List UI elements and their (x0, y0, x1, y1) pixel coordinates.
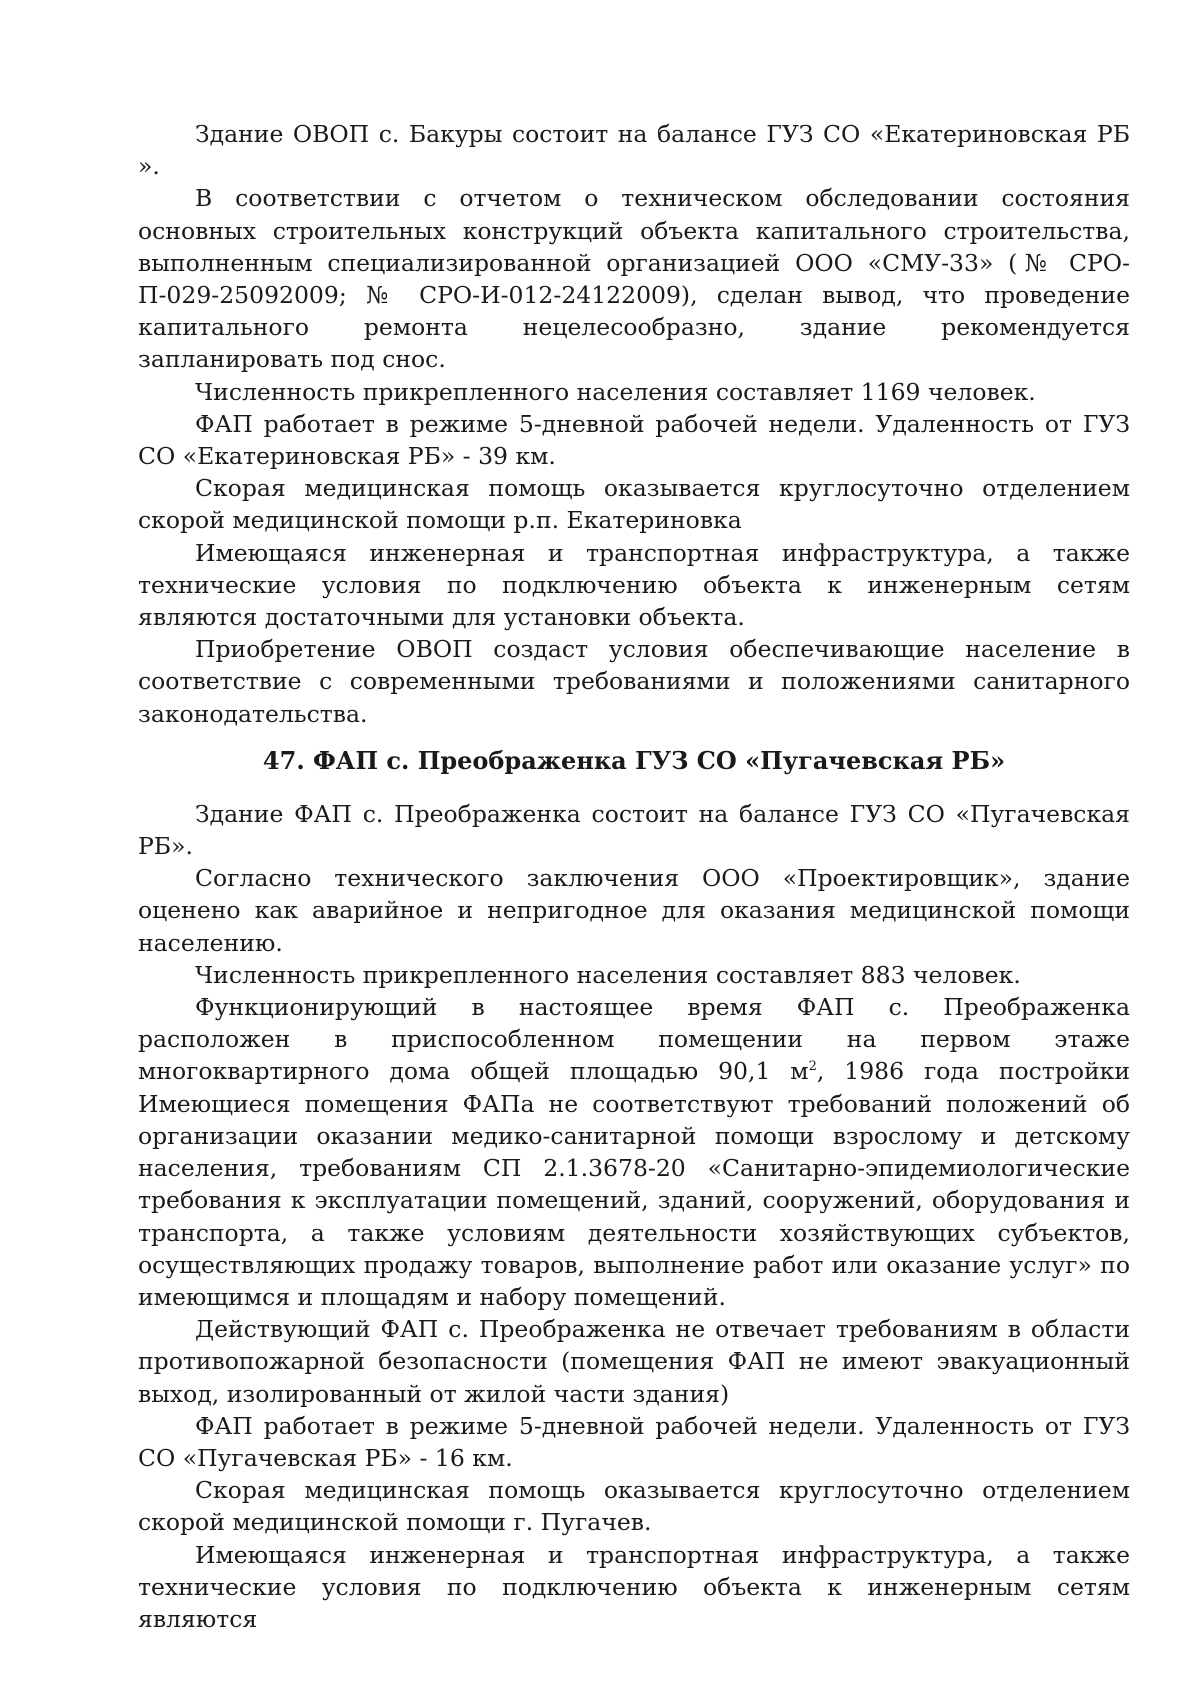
paragraph-infrastructure-preobrazhenka: Имеющаяся инженерная и транспортная инфраструктура, а также технические условия по подключению объекта к инженерным сетям являются (138, 1540, 1130, 1633)
paragraph-technical-conclusion: Согласно технического заключения ООО «Проектировщик», здание оценено как аварийное и непригодное для оказания медицинской помощи населению. (138, 864, 1130, 957)
premises-text-part-2: , 1986 года постройки Имеющиеся помещения ФАПа не соответствуют требований положений об организации оказании медико-санитарной помощи взрослому и детскому населения, требованиям СП 2.1.3678-20 «Санитарно-эпидемиологические требования к эксплуатации помещений, зданий, сооружений, оборудования и транспорта, а также условиям деятельности хозяйствующих субъектов, осуществляющих продажу товаров, выполнение работ или оказание услуг» по имеющимся и площадям и набору помещений. (138, 1057, 1130, 1311)
section-heading-47: 47. ФАП с. Преображенка ГУЗ СО «Пугачевская РБ» (262, 745, 1006, 775)
paragraph-premises-description (138, 991, 1130, 1313)
square-superscript: 2 (808, 1059, 817, 1075)
paragraph-population-bakury: Численность прикрепленного населения составляет 1169 человек. (195, 377, 1036, 406)
paragraph-emergency-care-preobrazhenka: Скорая медицинская помощь оказывается круглосуточно отделением скорой медицинской помощи г. Пугачев. (138, 1476, 1130, 1537)
paragraph-working-mode-bakury: ФАП работает в режиме 5-дневной рабочей недели. Удаленность от ГУЗ СО «Екатериновская РБ» - 39 км. (138, 409, 1130, 471)
paragraph-building-balance-preobrazhenka: Здание ФАП с. Преображенка состоит на балансе ГУЗ СО «Пугачевская РБ». (138, 799, 1130, 861)
premises-text-part-1: Функционирующий в настоящее время ФАП с. Преображенка расположен в приспособленном помещении на первом этаже многоквартирного дома общей площадью 90,1 м (138, 993, 1130, 1086)
paragraph-fire-safety: Действующий ФАП с. Преображенка не отвечает требованиям в области противопожарной безопасности (помещения ФАП не имеют эвакуационный выход, изолированный от жилой части здания) (138, 1315, 1130, 1408)
paragraph-building-balance-bakury: Здание ОВОП с. Бакуры состоит на балансе ГУЗ СО «Екатериновская РБ ». (138, 120, 1130, 181)
paragraph-population-preobrazhenka: Численность прикрепленного населения составляет 883 человек. (195, 960, 1021, 989)
paragraph-infrastructure-bakury: Имеющаяся инженерная и транспортная инфраструктура, а также технические условия по подключению объекта к инженерным сетям являются достаточными для установки объекта. (138, 538, 1130, 632)
paragraph-working-mode-preobrazhenka: ФАП работает в режиме 5-дневной рабочей недели. Удаленность от ГУЗ СО «Пугачевская РБ» - 16 км. (138, 1411, 1130, 1472)
paragraph-technical-survey: В соответствии с отчетом о техническом обследовании состояния основных строительных конструкций объекта капитального строительства, выполненным специализированной организацией ООО «СМУ-33» (№ СРО-П-029-25092009; № СРО-И-012-24122009), сделан вывод, что проведение капитального ремонта нецелесообразно, здание рекомендуется запланировать под снос. (138, 184, 1130, 374)
paragraph-emergency-care-bakury: Скорая медицинская помощь оказывается круглосуточно отделением скорой медицинской помощи р.п. Екатериновка (138, 474, 1130, 535)
paragraph-acquisition-bakury: Приобретение ОВОП создаст условия обеспечивающие население в соответствие с современными требованиями и положениями санитарного законодательства. (138, 635, 1130, 728)
document-body (138, 118, 1130, 1635)
